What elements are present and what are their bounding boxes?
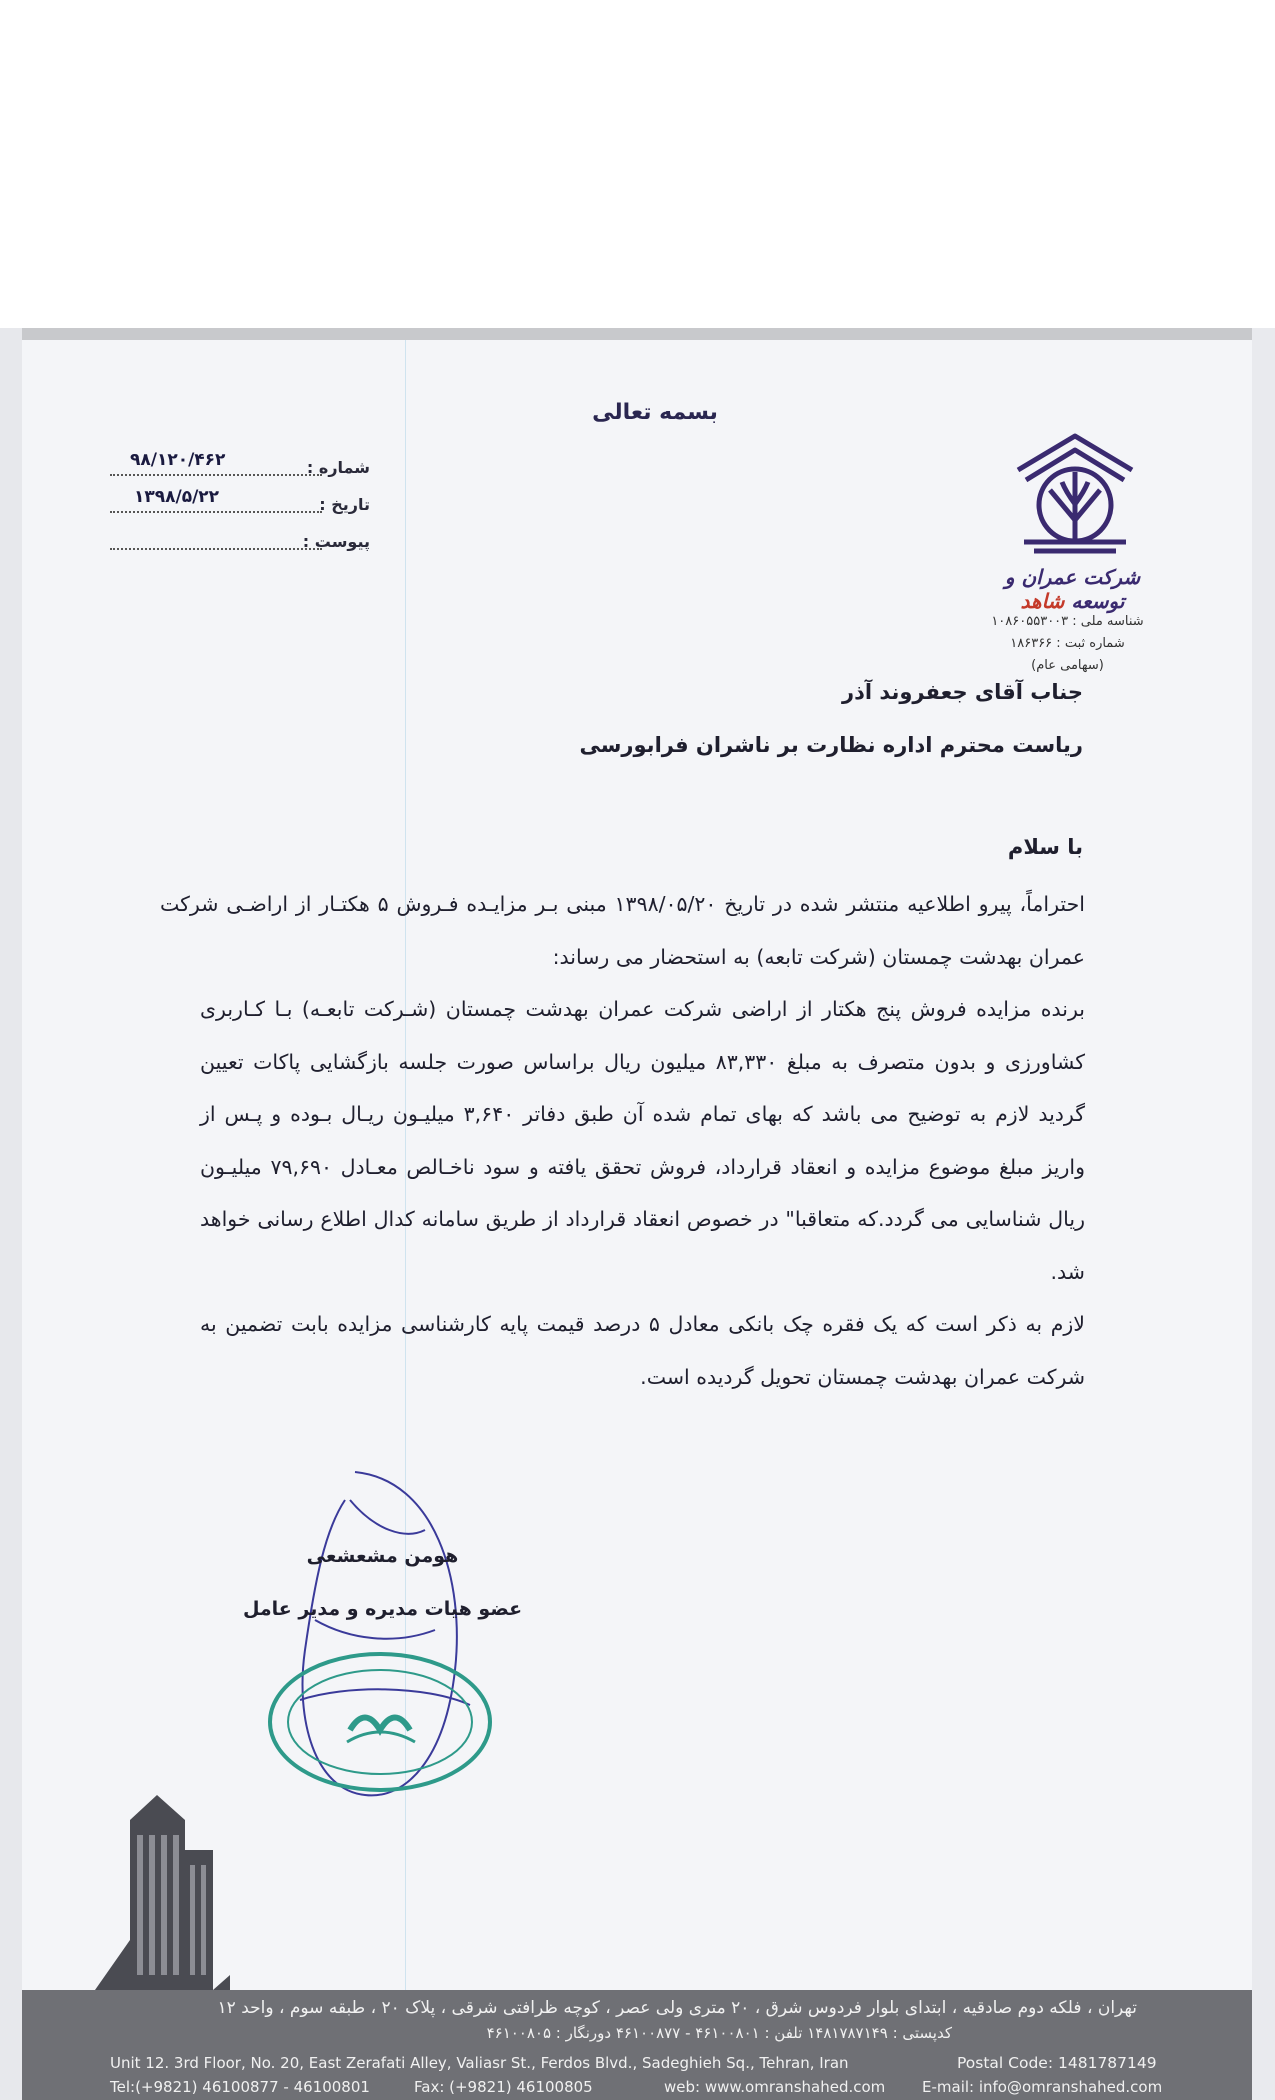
footer-fax: Fax: (+9821) 46100805: [414, 2078, 593, 2096]
dotted-line: [110, 474, 322, 476]
company-name-accent: شاهد: [1020, 589, 1072, 613]
letter-attachment-label: پیوست :: [302, 532, 370, 551]
letter-number-label: شماره :: [306, 458, 370, 477]
letter-number-value: ۹۸/۱۲۰/۴۶۲: [130, 450, 226, 470]
paper-shadow-left: [0, 328, 22, 2100]
letter-attachment: [110, 528, 370, 556]
scan-margin: [0, 0, 1275, 328]
footer-contacts-fa: کدپستی : ۱۴۸۱۷۸۷۱۴۹ تلفن : ۴۶۱۰۰۸۰۱ - ۴۶۱۰۰۸۷۷ دورنگار : ۴۶۱۰۰۸۰۵: [486, 2024, 952, 2042]
letterhead-footer: [22, 1990, 1252, 2100]
company-type: (سهامی عام): [1031, 658, 1104, 673]
dotted-line: [110, 548, 322, 550]
footer-postal-code: Postal Code: 1481787149: [957, 2054, 1157, 2072]
paragraph-guarantee: لازم به ذکر است که یک فقره چک بانکی معادل ۵ درصد قیمت پایه کارشناسی مزایده بابت تضمین به شرکت عمران بهدشت چمستان تحویل گردیده است.: [200, 1312, 1085, 1389]
letter-number: [110, 450, 370, 482]
letter-date-label: تاریخ :: [319, 495, 370, 514]
paragraph-details: برنده مزایده فروش پنج هکتار از اراضی شرکت عمران بهدشت چمستان (شـرکت تابعـه) بـا کـاربری کشاورزی و بدون متصرف به مبلغ ۸۳,۳۳۰ میلیون ریال براساس صورت جلسه بازگشایی پاکات تعیین گردید لازم به توضیح می باشد که بهای تمام شده آن طبق دفاتر ۳,۶۴۰ میلیـون ریـال بـوده و پـس از واریز مبلغ موضوع مزایده و انعقاد قرارداد، فروش تحقق یافته و سود ناخـالص معـادل ۷۹,۶۹۰ میلیـون ریال شناسایی می گردد.که متعاقبا" در خصوص انعقاد قرارداد از طریق سامانه کدال اطلاع رسانی خواهد شد.: [200, 997, 1086, 1284]
dotted-line: [110, 511, 322, 513]
greeting: با سلام: [1007, 835, 1083, 859]
recipient-name: جناب آقای جعفروند آذر: [841, 680, 1083, 704]
company-logo-icon: [1010, 430, 1140, 560]
footer-website: web: www.omranshahed.com: [664, 2078, 886, 2096]
letter-heading: بسمه تعالی: [592, 400, 718, 425]
signer-name: هومن مشعشعی: [306, 1545, 459, 1567]
building-illustration-icon: [95, 1790, 230, 1990]
signer-title: عضو هیات مدیره و مدیر عامل: [242, 1598, 523, 1620]
company-name-main: شرکت عمران و توسعه: [1004, 565, 1141, 613]
paragraph-intro: احتراماً، پیرو اطلاعیه منتشر شده در تاریخ ۱۳۹۸/۰۵/۲۰ مبنی بـر مزایـده فـروش ۵ هکتـار از اراضـی شرکت عمران بهدشت چمستان (شرکت تابعه) به استحضار می رساند:: [160, 892, 1085, 969]
recipient-title: ریاست محترم اداره نظارت بر ناشران فرابورسی: [579, 733, 1083, 757]
letter-date-value: ۱۳۹۸/۵/۲۲: [134, 487, 220, 507]
paper-shadow-right: [1252, 328, 1275, 2100]
company-name: [990, 565, 1155, 613]
footer-address-fa: تهران ، فلکه دوم صادقیه ، ابتدای بلوار فردوس شرق ، ۲۰ متری ولی عصر ، کوچه ظرافتی شرقی ، پلاک ۲۰ ، طبقه سوم ، واحد ۱۲: [217, 1998, 1137, 2018]
scan-edge: [0, 328, 1275, 340]
footer-tel: Tel:(+9821) 46100877 - 46100801: [110, 2078, 370, 2096]
company-stamp-icon: [265, 1650, 495, 1795]
footer-email: E-mail: info@omranshahed.com: [922, 2078, 1163, 2096]
letter-body: [160, 878, 1085, 1403]
footer-address-en: Unit 12. 3rd Floor, No. 20, East Zerafati Alley, Valiasr St., Ferdos Blvd., Sadeghieh Sq., Tehran, Iran: [110, 2054, 849, 2072]
company-national-id: شناسه ملی : ۱۰۸۶۰۵۵۳۰۰۳: [991, 614, 1144, 629]
letter-date: [110, 487, 370, 519]
company-registration: شماره ثبت : ۱۸۶۳۶۶: [1010, 636, 1125, 651]
